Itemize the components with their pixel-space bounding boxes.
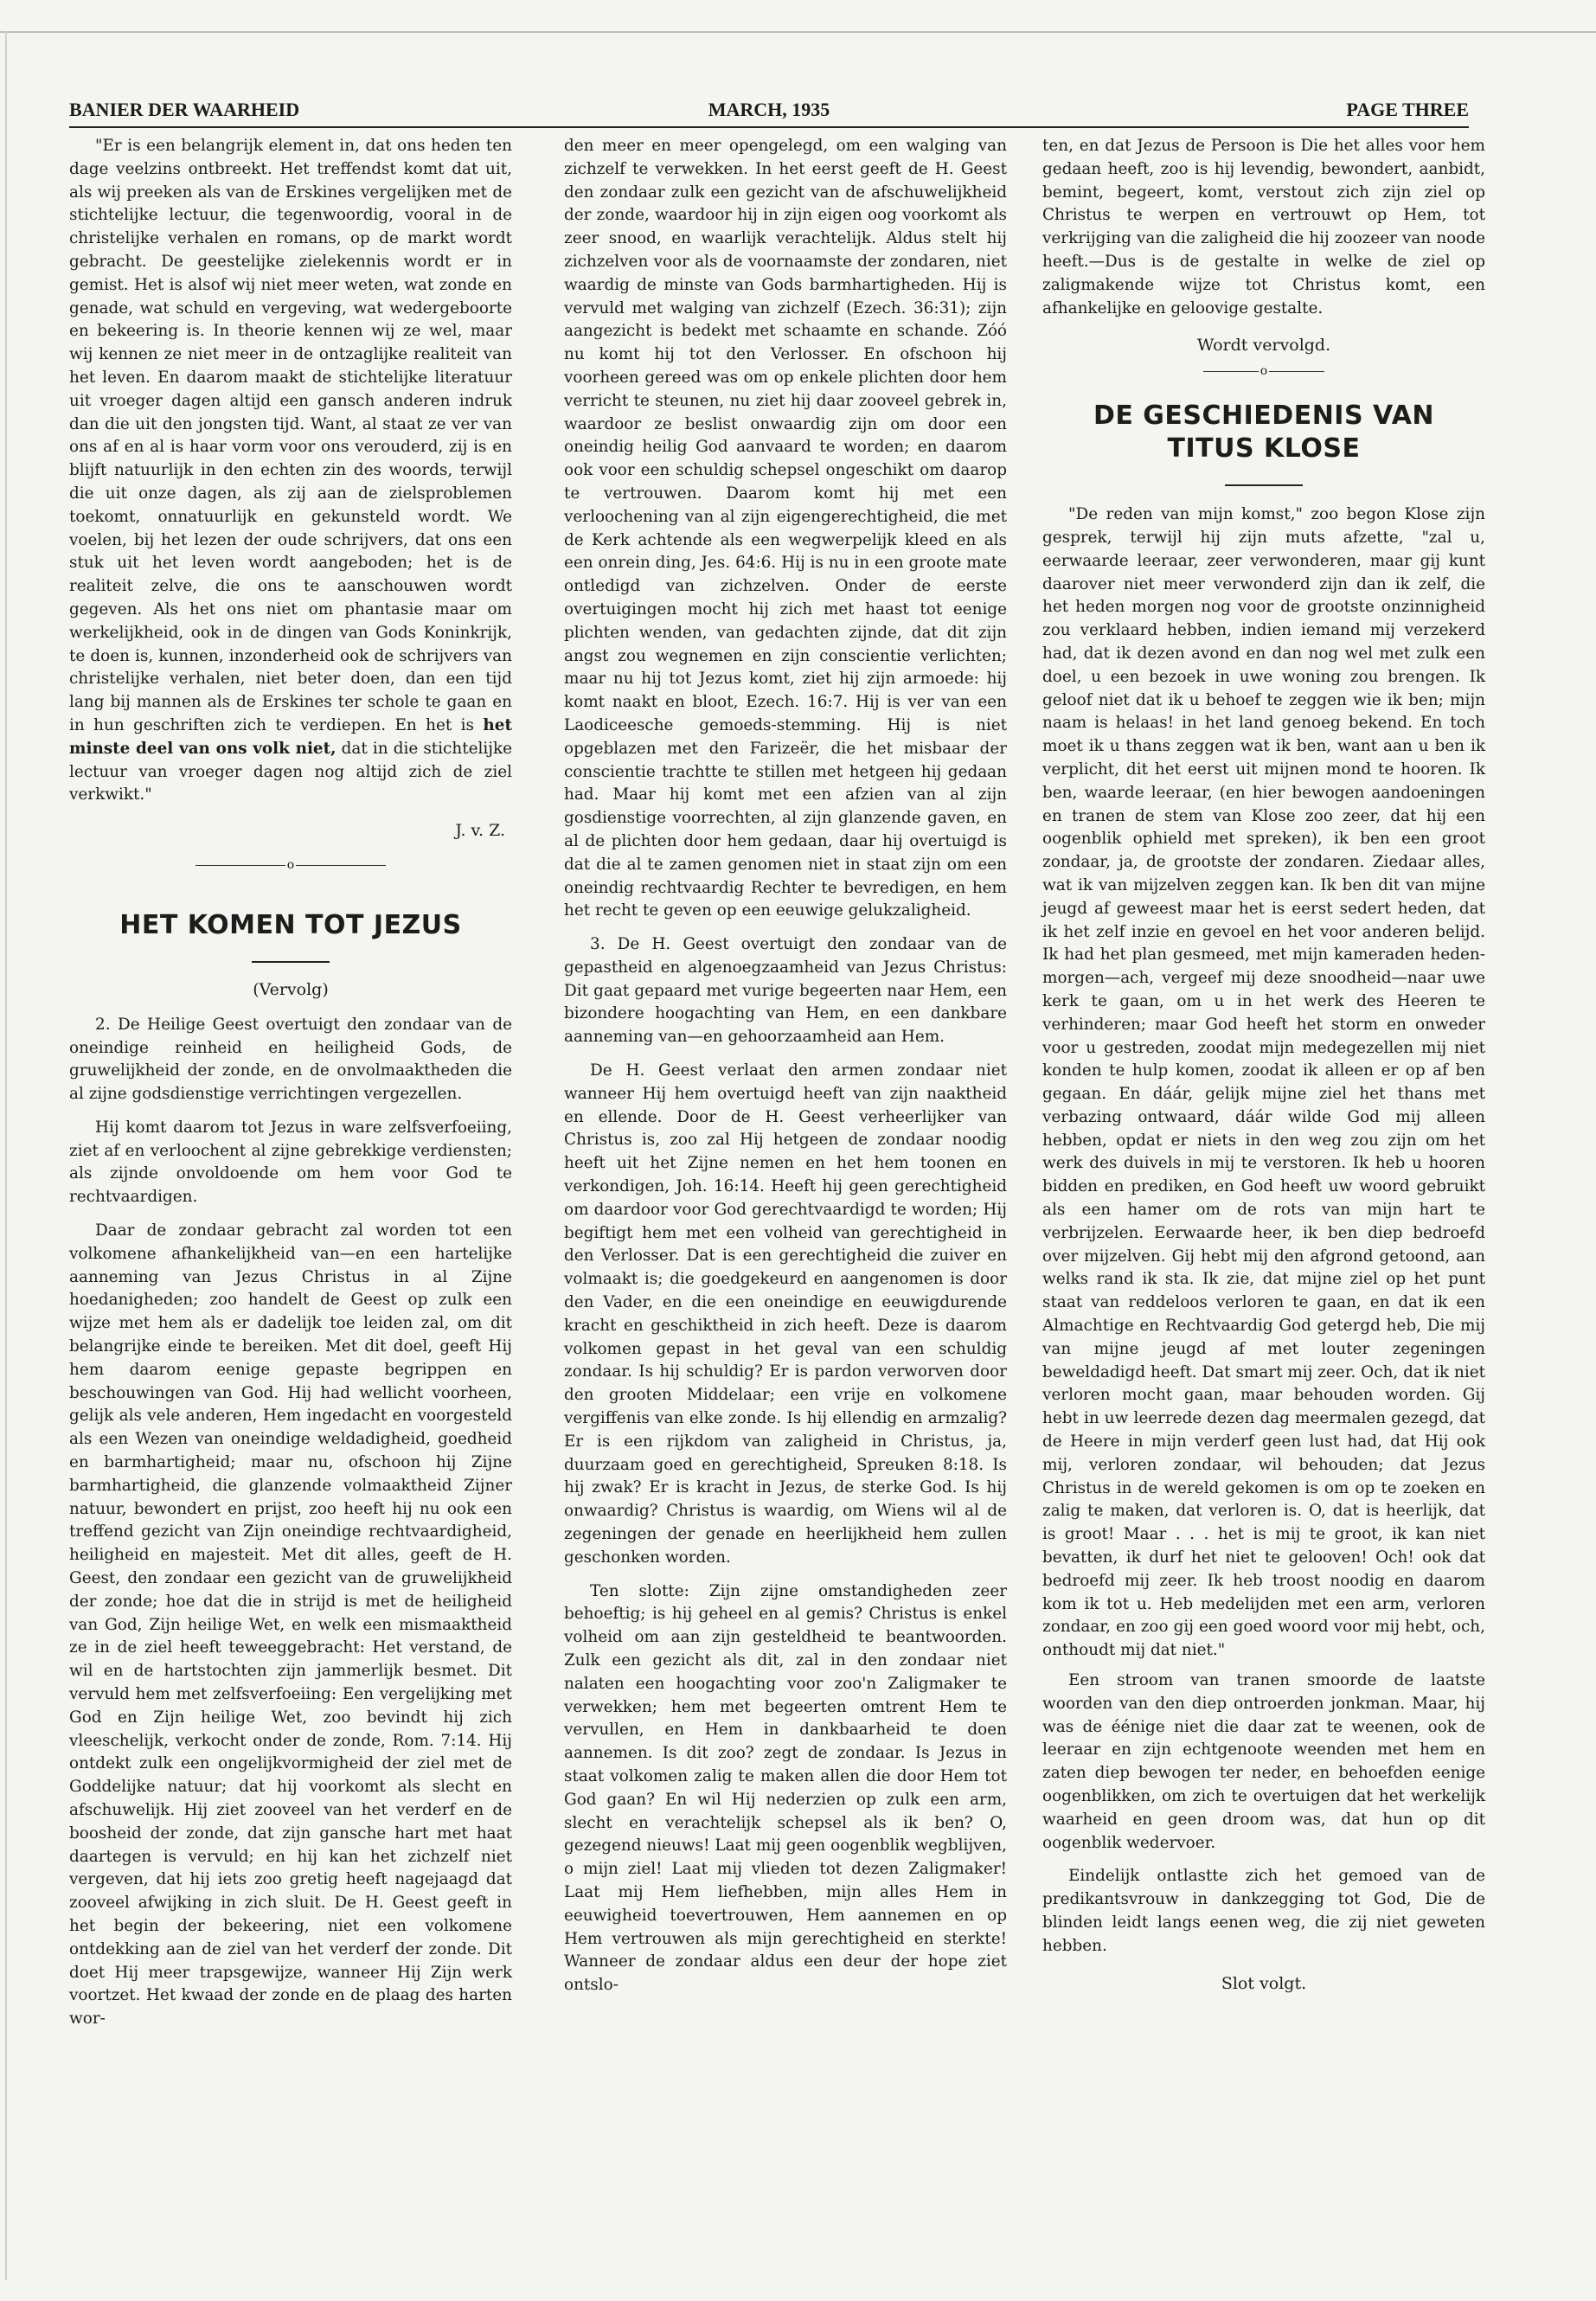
- separator-mark: o: [286, 857, 295, 872]
- paragraph: Ten slotte: Zijn zijne omstandigheden zeer behoeftig; is hij geheel en al gemis? Christus is enkel volheid om aan zijn gesteldheid te beantwoorden. Zulk een gezicht als dit, zal in den zondaar niet nalaten een hoogachting voor zoo'n Zaligmaker te verwekken; hem met begeerten omtrent Hem te vervullen, en Hem in dankbaarheid te doen aannemen. Is dit zoo? zegt de zondaar. Is Jezus in staat volkomen zalig te maken allen die door Hem tot God gaan? En wil Hij nederzien op zulk een arm, slecht en verachtelijk schepsel als ik ben? O, gezegend nieuws! Laat mij geen oogenblik wegblijven, o mijn ziel! Laat mij vlieden tot dezen Zaligmaker! Laat mij Hem liefhebben, mijn alles Hem in eeuwigheid toevertrouwen, Hem aannemen en op Hem vertrouwen als mijn gerechtigheid en sterkte! Wanneer de zondaar aldus een deur der hope ziet ontslo-: [564, 1581, 1007, 1995]
- scan-edge-left: [5, 31, 7, 2280]
- column-1: [69, 135, 512, 2031]
- paragraph: 3. De H. Geest overtuigt den zondaar van de gepastheid en algenoegzaamheid van Jezus Christus: Dit gaat gepaard met vurige begeerten naar Hem, een bizondere hoogachting van Hem, en een dankbare aanneming van—en gehoorzaamheid aan Hem.: [564, 935, 1007, 1047]
- quote-text-end: dat in die stichtelijke lectuur van vroeger dagen nog altijd zich de ziel verkwikt.": [69, 739, 512, 804]
- paragraph: ten, en dat Jezus de Persoon is Die het alles voor hem gedaan heeft, zoo is hij levendig, bewondert, aanbidt, bemint, begeert, komt, verstout zich zijn ziel op Christus te werpen en vertrouwt op Hem, tot verkrijging van die zaligheid die hij zoozeer van noode heeft.—Dus is de gestalte in welke de ziel op zaligmakende wijze tot Christus komt, een afhankelijke en geloovige gestalte.: [1042, 137, 1485, 317]
- paragraph: De H. Geest verlaat den armen zondaar niet wanneer Hij hem overtuigd heeft van zijn naaktheid en ellende. Door de H. Geest verheerlijker van Christus is, zoo zal Hij hetgeen de zondaar noodig heeft uit het Zijne nemen en het hem toonen en verkondigen, Joh. 16:14. Heeft hij geen gerechtigheid om daardoor voor God gerechtvaardigd te worden; Hij begiftigt hem met een volheid van gerechtigheid in den Verlosser. Dat is een gerechtigheid die zuiver en volmaakt is; die goedgekeurd en aangenomen is door den Vader, en die een oneindige en eeuwigdurende kracht en geschiktheid in zich heeft. Deze is daarom volkomen gepast in het geval van een schuldig zondaar. Is hij schuldig? Er is pardon verworven door den grooten Middelaar; een vrije en volkomene vergiffenis van elke zonde. Is hij ellendig en armzalig? Er is een rijkdom van zaligheid in Christus, ja, duurzaam goed en gerechtigheid, Spreuken 8:18. Is hij zwak? Er is kracht in Jezus, de sterke God. Is hij onwaardig? Christus is waardig, om Wiens wil al de zegeningen der genade en heerlijkheid hem zullen geschonken worden.: [564, 1061, 1007, 1567]
- quote-text: "Er is een belangrijk element in, dat ons heden ten dage veelzins ontbreekt. Het treffendst komt dat uit, als wij preeken als van de Erskines vergelijken met de stichtelijke lectuur, die tegenwoordig, vooral in de christelijke verhalen en romans, op de markt wordt gebracht. De geestelijke zielekennis wordt er in gemist. Het is alsof wij niet meer weten, wat zonde en genade, wat schuld en vergeving, wat wedergeboorte en bekeering is. In theorie kennen wij ze wel, maar wij kennen ze niet meer in de ontzaglijke realiteit van het leven. En daarom maakt de stichtelijke literatuur uit vroeger dagen altijd een gansch anderen indruk dan die uit den jongsten tijd. Want, al staat ze ver van ons af en al is haar vorm voor ons verouderd, zij is en blijft natuurlijk in den echten zin des woords, terwijl die uit onze dagen, als zij aan de zielsproblemen toekomt, onnatuurlijk en gekunsteld wordt. We voelen, bij het lezen der oude schrijvers, dat ons een stuk uit het leven wordt aangeboden; het is de realiteit zelve, die ons te aanschouwen wordt gegeven. Als het ons niet om phantasie maar om werkelijkheid, ook in de dingen van Gods Koninkrijk, te doen is, kunnen, inzonderheid ook de schrijvers van christelijke verhalen, niet beter doen, dan een tijd lang bij mannen als de Erskines ter schole te gaan en in hun geschriften zich te verdiepen. En het is: [69, 137, 512, 734]
- end-note: Slot volgt.: [1221, 1973, 1307, 1993]
- separator: [1042, 365, 1485, 377]
- quote-paragraph: [69, 135, 512, 807]
- heading-rule: [252, 961, 330, 963]
- continued-note: Wordt vervolgd.: [1196, 336, 1331, 356]
- signature: J. v. Z.: [455, 821, 505, 841]
- header-publication: BANIER DER WAARHEID: [69, 99, 300, 120]
- header-date: MARCH, 1935: [708, 99, 830, 120]
- quote-bold-text: het minste deel van ons volk niet,: [69, 715, 512, 758]
- column-2: [564, 135, 1007, 1997]
- separator: [69, 859, 512, 871]
- paragraph: "De reden van mijn komst," zoo begon Klose zijn gesprek, terwijl hij zijn muts afzette, "zal u, eerwaarde leeraar, zeer verwonderen, maar gij kunt daarover niet meer verwonderd zijn dan ik zelf, die het heden morgen nog voor de grootste onzinnigheid zou verklaard hebben, indien iemand mij verzekerd had, dat ik dezen avond en dan nog wel met zulk een doel, u een bezoek in uwe woning zou brengen. Ik geloof niet dat ik u behoef te zeggen wie ik ben; mijn naam is helaas! in het land genoeg bekend. En toch moet ik u thans zeggen wat ik ben, want aan u ben ik verplicht, dit het eerst uit mijnen mond te hooren. Ik ben, waarde leeraar, (en hier bewogen aandoeningen en tranen de stem van Klose zoo zeer, dat hij een oogenblik ophield met spreken), ik ben een groot zondaar, ja, de grootste der zondaren. Ziedaar alles, wat ik van mijzelven zeggen kan. Ik ben dit van mijne jeugd af geweest maar het is eerst sedert heden, dat ik het zelf inzie en gevoel en het voor anderen belijd. Ik had het plan gesmeed, met mijn kameraden heden-morgen—ach, vergeef mij deze snoodheid—naar uwe kerk te gaan, om u in het werk des Heeren te verhinderen; maar God heeft het storm en onweder voor u gestreden, zoodat mijn medegezellen mij niet konden te hulp komen, zoodat ik alleen er op af ben gegaan. En dáár, gelijk mijne ziel het thans met verbazing ontwaard, dáár wilde God mij alleen hebben, opdat er niets in den weg zou zijn om het werk des duivels in mij te verstoren. Ik heb u hooren bidden en prediken, en God heeft uw woord gebruikt als een hamer om de rots van mijn hart te verbrijzelen. Eerwaarde heer, ik ben diep bedroefd over mijzelven. Gij hebt mij den afgrond getoond, aan welks rand ik sta. Ik zie, dat mijne ziel op het punt staat van reddeloos verloren te gaan, en dat ik een Almachtige en Rechtvaardig God getergd heb, Die mij van mijne jeugd af met louter zegeningen beweldadigd heeft. Dat smart mij zeer. Och, dat ik niet verloren mocht gaan, maar behouden worden. Gij hebt in uw leerrede dezen dag meermalen gezegd, dat de Heere in mijn verderf geen lust had, dat Hij ook mij, verloren zondaar, wil behouden; dat Jezus Christus in de wereld gekomen is om op te zoeken en zalig te maken, dat verloren is. O, dat is heerlijk, dat is groot! Maar . . . het is mij te groot, ik kan niet bevatten, ik durf het niet te gelooven! Och! ook dat bedroefd mij zeer. Ik heb troost noodig en daarom kom ik tot u. Heb medelijden met een arm, verloren zondaar, en zoo gij een goed woord voor mij hebt, och, onthoudt mij dat niet.": [1042, 505, 1485, 1660]
- article-subtitle: (Vervolg): [253, 979, 329, 999]
- paragraph: Eindelijk ontlastte zich het gemoed van de predikantsvrouw in dankzegging tot God, Die de blinden leidt langs eenen weg, die zij niet geweten hebben.: [1042, 1867, 1485, 1955]
- paragraph: Daar de zondaar gebracht zal worden tot een volkomene afhankelijkheid van—en een hartelijke aanneming van Jezus Christus in al Zijne hoedanigheden; zoo handelt de Geest op zulk een wijze met hem als er dadelijk toe leiden zal, om dit belangrijke einde te bereiken. Met dit doel, geeft Hij hem daarom eenige gepaste begrippen en beschouwingen van God. Hij had wellicht voorheen, gelijk als vele anderen, Hem ingedacht en voorgesteld als een Wezen van oneindige weldadigheid, goedheid en barmhartigheid; maar nu, ofschoon hij Zijne barmhartigheid, die glanzende volmaaktheid Zijner natuur, bewondert en prijst, zoo heeft hij nu ook een treffend gezicht van Zijn oneindige rechtvaardigheid, heiligheid en majesteit. Met dit alles, geeft de H. Geest, den zondaar een gezicht van de gruwelijkheid der zonde; hoe dat die in strijd is met de heiligheid van God, Zijn heilige Wet, en welk een mismaaktheid ze in de ziel heeft teweeggebracht: Het verstand, de wil en de hartstochten zijn jammerlijk besmet. Dit vervuld hem met zelfsverfoeiing: Een vergelijking met God en Zijn heilige Wet, zoo bevindt hij zich vleeschelijk, verkocht onder de zonde, Rom. 7:14. Hij ontdekt zulk een ongelijkvormigheid der ziel met de Goddelijke natuur; dat hij voorkomt als slecht en afschuwelijk. Hij ziet zooveel van het verderf en de boosheid der zonde, dat zijn gansche hart met haat daartegen is vervuld; en hij kan het zichzelf niet vergeven, dat hij iets zoo gretig heeft nagejaagd dat zooveel afwijking in zich sluit. De H. Geest geeft in het begin der bekeering, niet een volkomene ontdekking aan de ziel van het verderf der zonde. Dit doet Hij meer trapsgewijze, wanneer Hij Zijn werk voortzet. Het kwaad der zonde en de plaag des harten wor-: [69, 1221, 512, 2029]
- header-page-number: PAGE THREE: [1346, 99, 1469, 120]
- article-heading-line-1: DE GESCHIEDENIS VAN: [1093, 401, 1435, 432]
- scan-edge-top: [0, 31, 1596, 33]
- paragraph: 2. De Heilige Geest overtuigt den zondaar van de oneindige reinheid en heiligheid Gods, de gruwelijkheid der zonde, en de onvolmaaktheden die al zijne godsdienstige verrichtingen vergezellen.: [69, 1015, 512, 1104]
- paragraph: Hij komt daarom tot Jezus in ware zelfsverfoeiing, ziet af en verloochent al zijne gebrekkige verdiensten; als zijnde onvoldoende om hem voor God te rechtvaardigen.: [69, 1118, 512, 1207]
- paragraph: den meer en meer opengelegd, om een walging van zichzelf te verwekken. In het eerst geeft de H. Geest den zondaar zulk een gezicht van de afschuwelijkheid der zonde, waardoor hij in zijn eigen oog voorkomt als zeer snood, en waarlijk verachtelijk. Aldus stelt hij zichzelven voor als de voornaamste der zondaren, niet waardig de minste van Gods barmhartigheden. Hij is vervuld met walging van zichzelf (Ezech. 36:31); zijn aangezicht is bedekt met schaamte en schande. Zóó nu komt hij tot den Verlosser. En ofschoon hij voorheen gereed was om op enkele plichten door hem verricht te steunen, nu ziet hij daar zooveel gebrek in, waardoor ze beslist onwaardig zijn om door een oneindig heilig God aanvaard te worden; en daarom ook voor een schuldig schepsel ongeschikt om daarop te vertrouwen. Daarom komt hij met een verloochening van al zijn eigengerechtigheid, die met de Kerk achtende als een wegwerpelijk kleed en als een onrein ding, Jes. 64:6. Hij is nu in een groote mate ontledigd van zichzelven. Onder de eerste overtuigingen mocht hij zich met haast tot eenige plichten wenden, van gedachten zijnde, dat dit zijn angst zou wegnemen en zijn conscientie verlichten; maar nu hij tot Jezus komt, ziet hij zijn armoede: hij komt naakt en bloot, Ezech. 16:7. Hij is ver van een Laodiceesche gemoeds-stemming. Hij is niet opgeblazen met den Farizeër, die het misbaar der conscientie trachtte te stillen met hetgeen hij gedaan had. Maar hij komt met een afzien van al zijn gosdienstige voorrechten, al zijn glanzende gaven, en al de plichten door hem gedaan, daar hij overtuigd is dat die al te zamen genomen niet in staat zijn om een oneindig rechtvaardig Rechter te bevredigen, en hem het recht te geven op een eeuwige gelukzaligheid.: [564, 137, 1007, 920]
- heading-rule: [1225, 484, 1303, 486]
- article-heading: HET KOMEN TOT JEZUS: [119, 909, 462, 940]
- column-3: [1042, 135, 1485, 1995]
- article-heading: [1042, 400, 1485, 465]
- article-heading-line-2: TITUS KLOSE: [1167, 433, 1361, 465]
- paragraph: Een stroom van tranen smoorde de laatste woorden van den diep ontroerden jonkman. Maar, hij was de éénige niet die daar zat te weenen, ook de leeraar en zijn echtgenoote weenden met hem en zaten diep bewogen ter neder, en behoefden eenige oogenblikken, om zich te overtuigen dat het werkelijk waarheid en geen droom was, dat hun op dit oogenblik wedervoer.: [1042, 1671, 1485, 1852]
- page-header: [69, 97, 1469, 128]
- separator-mark: o: [1259, 364, 1268, 379]
